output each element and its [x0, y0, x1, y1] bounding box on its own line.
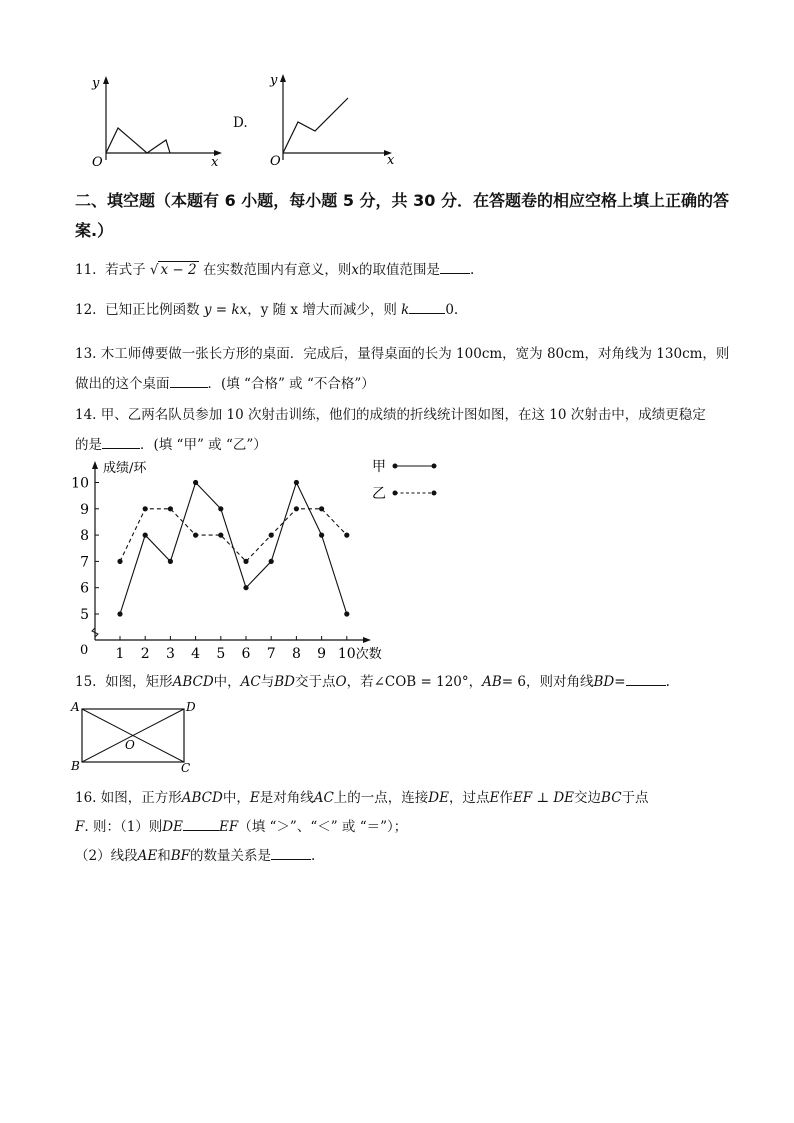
data-point-series-2: [269, 533, 274, 538]
score-line-chart: [70, 452, 470, 667]
question-12: 12. 已知正比例函数 y = kx，y 随 x 增大而减少，则 k 0.: [75, 299, 458, 320]
legend-label-2: 乙: [372, 486, 386, 502]
data-point-series-1: [294, 480, 299, 485]
y-tick-label: 5: [80, 607, 89, 623]
answer-blank-14[interactable]: [102, 434, 140, 449]
data-point-series-1: [344, 611, 349, 616]
question-15: 15. 如图，矩形ABCD中，AC与BD交于点O，若∠COB = 120°，AB= 6，则对角线BD= .: [75, 671, 670, 692]
c-x-label: x: [211, 155, 219, 170]
question-11: 11. 若式子 √ x − 2 在实数范围内有意义，则x的取值范围是 .: [75, 259, 474, 280]
x-tick-label: 6: [241, 646, 251, 662]
x-axis-label: 次数: [355, 647, 382, 662]
d-origin-label: O: [270, 154, 281, 169]
data-point-series-2: [143, 506, 148, 511]
y-axis-label: 成绩/环: [103, 461, 147, 476]
y-tick-label: 7: [80, 554, 89, 571]
x-tick-label: 10: [337, 646, 356, 662]
y-tick-label: 6: [80, 580, 89, 597]
c-origin-label: O: [92, 155, 103, 170]
answer-blank-11[interactable]: [440, 259, 470, 274]
y-tick-label: 8: [80, 528, 89, 545]
data-point-series-2: [243, 559, 248, 564]
vertex-b: B: [71, 759, 80, 773]
x-tick-label: 4: [191, 646, 201, 662]
answer-blank-15[interactable]: [626, 671, 666, 686]
x-tick-label: 3: [165, 646, 175, 662]
y-tick-label: 10: [71, 475, 89, 492]
d-x-label: x: [387, 153, 395, 168]
question-13: 13. 木工师傅要做一张长方形的桌面．完成后，量得桌面的长为 100cm，宽为 80cm，对角线为 130cm，则 做出的这个桌面 ．(填 “合格” 或 “不合格”）: [75, 346, 730, 392]
data-point-series-1: [218, 506, 223, 511]
d-y-label: y: [270, 73, 278, 88]
answer-blank-16-2[interactable]: [271, 845, 311, 860]
function-expression: y = kx: [203, 302, 248, 318]
question-14: 14. 甲、乙两名队员参加 10 次射击训练，他们的成绩的折线统计图如图，在这 10 次射击中，成绩更稳定 的是 ．(填 “甲” 或 “乙”）: [75, 407, 706, 453]
option-d-graph: [260, 70, 400, 170]
x-tick-label: 1: [115, 646, 125, 662]
legend-label-1: 甲: [372, 459, 386, 475]
legend-marker-2: [432, 491, 437, 496]
data-point-series-1: [243, 585, 248, 590]
data-point-series-1: [269, 559, 274, 564]
data-point-series-2: [344, 533, 349, 538]
data-point-series-1: [117, 611, 122, 616]
vertex-d: D: [186, 700, 196, 714]
data-point-series-2: [117, 559, 122, 564]
data-point-series-1: [143, 533, 148, 538]
vertex-c: C: [181, 761, 191, 775]
data-point-series-2: [294, 506, 299, 511]
answer-blank-13[interactable]: [170, 373, 208, 388]
rectangle-figure: [68, 700, 208, 776]
answer-blank-12[interactable]: [409, 299, 445, 314]
data-point-series-2: [168, 506, 173, 511]
data-point-series-2: [193, 533, 198, 538]
legend-marker-1: [393, 464, 398, 469]
x-axis-arrow: [363, 637, 371, 643]
section-heading-line2: 案.）: [75, 221, 114, 240]
data-point-series-1: [193, 480, 198, 485]
section-heading-line1: 二、填空题（本题有 6 小题，每小题 5 分，共 30 分．在答题卷的相应空格上填上正确的答: [75, 191, 729, 210]
section-heading: [75, 186, 729, 246]
option-d-label: D.: [233, 115, 248, 131]
legend-marker-1: [432, 464, 437, 469]
vertex-a: A: [71, 700, 80, 714]
y-tick-label: 9: [80, 501, 89, 518]
x-tick-label: 9: [317, 646, 327, 662]
center-o: O: [125, 738, 135, 752]
sqrt-expression: √ x − 2: [149, 262, 197, 278]
c-y-label: y: [92, 76, 100, 91]
x-tick-label: 2: [140, 646, 150, 662]
legend-marker-2: [393, 491, 398, 496]
x-tick-label: 5: [216, 646, 226, 662]
option-c-graph: [80, 74, 230, 170]
answer-blank-16-1[interactable]: [183, 816, 219, 831]
question-16: 16. 如图，正方形ABCD中，E是对角线AC上的一点，连接DE，过点E作EF ⊥ DE交边BC于点 F. 则：（1）则DE EF（填 “＞”、“＜” 或 “＝”）； （2）线段AE和BF的数量关系是 .: [75, 790, 649, 864]
data-point-series-1: [168, 559, 173, 564]
y-axis-arrow: [92, 461, 98, 469]
data-point-series-1: [319, 533, 324, 538]
x-tick-label: 7: [266, 646, 276, 662]
x-tick-label: 8: [291, 646, 301, 662]
origin-label: 0: [80, 643, 89, 658]
data-point-series-2: [218, 533, 223, 538]
data-point-series-2: [319, 506, 324, 511]
